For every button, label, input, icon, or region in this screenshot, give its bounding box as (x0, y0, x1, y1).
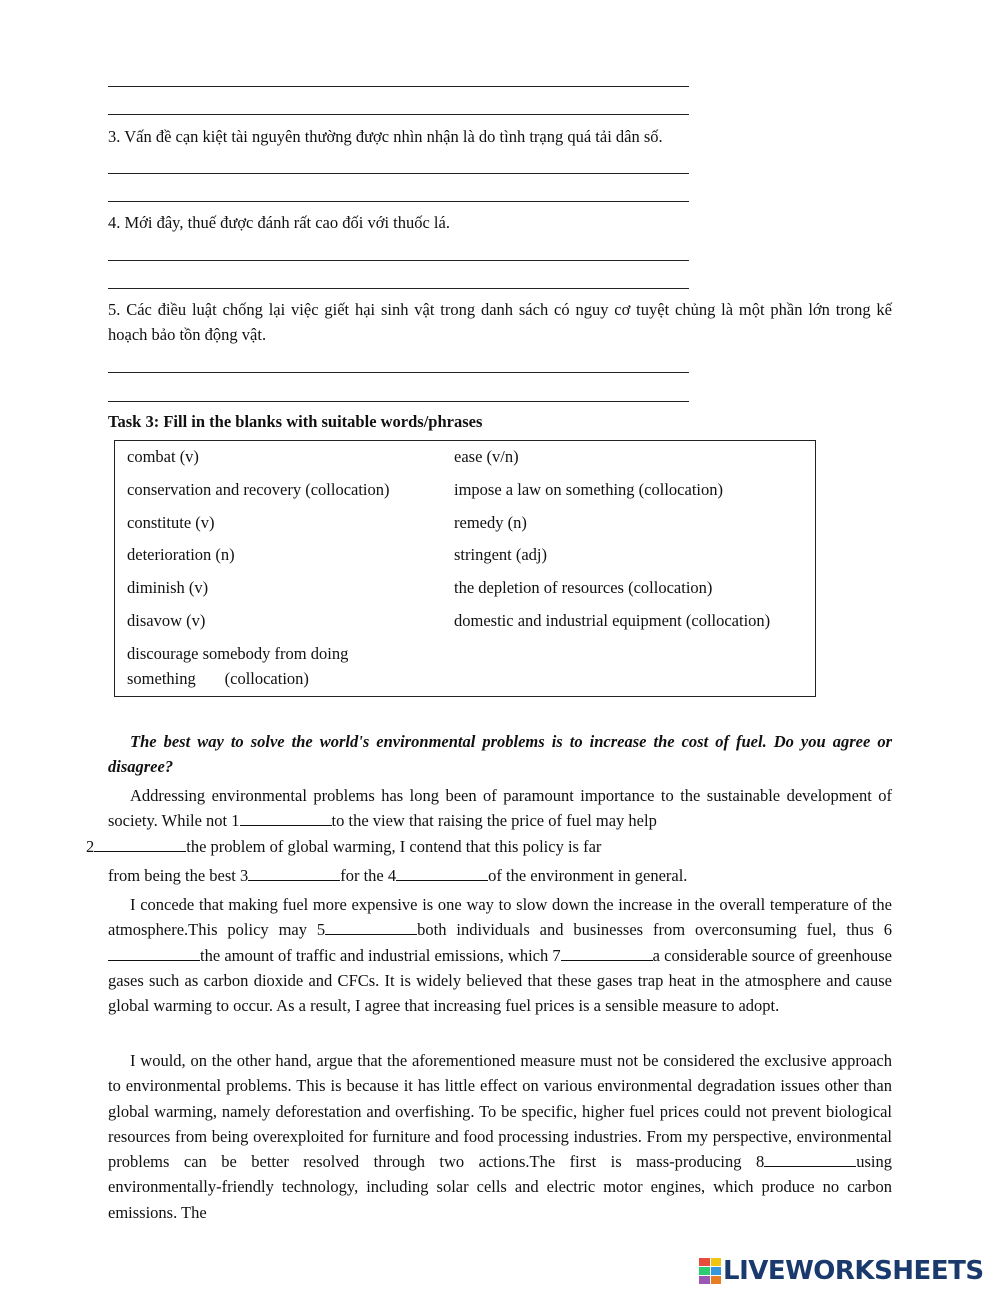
task-3-title: Task 3: Fill in the blanks with suitable words/phrases (108, 412, 483, 431)
answer-line (108, 260, 689, 261)
vocab-item: domestic and industrial equipment (collocation) (454, 611, 771, 630)
vocab-item: diminish (v) (127, 578, 209, 597)
essay-text: a considerable source of greenhouse gases such as carbon dioxide and CFCs. It is widely believed that these gases trap heat in the atmosphere and cause global warming to occur. As a result, I agree that increasing fuel prices is a sensible measure to adopt. (108, 945, 892, 1016)
vocab-item: the depletion of resources (collocation) (454, 578, 713, 597)
answer-line (108, 114, 689, 115)
vocab-item: impose a law on something (collocation) (454, 480, 723, 499)
essay-text: to the view that raising the price of fuel may help (331, 811, 657, 831)
vocab-item: remedy (n) (454, 513, 527, 532)
answer-line (108, 401, 689, 402)
essay-text: both individuals and businesses from overconsuming fuel, thus 6 (417, 920, 892, 940)
essay-paragraph-1 (86, 783, 892, 859)
essay-text: of the environment in general. (488, 866, 688, 885)
essay-text: I concede that making fuel more expensive is one way to slow down the increase in the overall temperature of the atmosphere.This policy may 5 (108, 895, 892, 940)
blank-1[interactable] (240, 812, 332, 826)
question-4: 4. Mới đây, thuế được đánh rất cao đối với thuốc lá. (108, 213, 450, 232)
answer-line (108, 288, 689, 289)
logo-text: LIVEWORKSHEETS (723, 1256, 984, 1286)
blank-7[interactable] (561, 947, 653, 961)
vocab-item: constitute (v) (127, 513, 215, 532)
essay-text: for the 4 (340, 866, 397, 885)
vocab-item: conservation and recovery (collocation) (127, 480, 390, 499)
vocab-item: discourage somebody from doing (127, 644, 349, 663)
essay-text: the problem of global warming, I contend that this policy is far (186, 836, 602, 856)
essay-paragraph-3 (108, 1048, 892, 1225)
vocab-item: disavow (v) (127, 611, 206, 630)
blank-6[interactable] (108, 947, 200, 961)
liveworksheets-logo (699, 1256, 984, 1286)
answer-line (108, 201, 689, 202)
question-3: 3. Vấn đề cạn kiệt tài nguyên thường được nhìn nhận là do tình trạng quá tải dân số. (108, 127, 663, 146)
vocab-item: ease (v/n) (454, 447, 519, 466)
blank-4[interactable] (396, 867, 488, 881)
vocabulary-box (114, 440, 816, 697)
essay-text: the amount of traffic and industrial emissions, which 7 (200, 945, 561, 965)
logo-icon (699, 1258, 721, 1284)
essay-title: The best way to solve the world's environmental problems is to increase the cost of fuel. Do you agree or disagree? (108, 732, 892, 776)
essay-text: from being the best 3 (108, 866, 249, 885)
essay-paragraph-2 (108, 892, 892, 1018)
blank-5[interactable] (325, 921, 417, 935)
answer-line (108, 372, 689, 373)
essay-text: Addressing environmental problems has long been of paramount importance to the sustainable development of society. While not 1 (108, 786, 892, 831)
essay-text: 2 (86, 836, 95, 856)
vocab-item: stringent (adj) (454, 545, 548, 564)
vocab-item: combat (v) (127, 447, 199, 466)
blank-3[interactable] (248, 867, 340, 881)
blank-2[interactable] (94, 838, 186, 852)
essay-paragraph-1-end (108, 863, 687, 888)
answer-line (108, 173, 689, 174)
question-5: 5. Các điều luật chống lại việc giết hại sinh vật trong danh sách có nguy cơ tuyệt chủng là một phần lớn trong kế hoạch bảo tồn động vật. (108, 300, 892, 344)
answer-line (108, 86, 689, 87)
vocab-item: something (collocation) (127, 669, 309, 688)
blank-8[interactable] (764, 1153, 856, 1167)
essay-text: using environmentally-friendly technology, including solar cells and electric motor engines, which produce no carbon emissions. The (108, 1152, 892, 1222)
vocab-item: deterioration (n) (127, 545, 235, 564)
essay-text: I would, on the other hand, argue that the aforementioned measure must not be considered the exclusive approach to environmental problems. This is because it has little effect on various environmental degradation issues other than global warming, namely deforestation and overfishing. To be specific, higher fuel prices could not prevent biological resources from being overexploited for furniture and food processing industries. From my perspective, environmental problems can be better resolved through two actions.The first is mass-producing 8 (108, 1051, 892, 1172)
